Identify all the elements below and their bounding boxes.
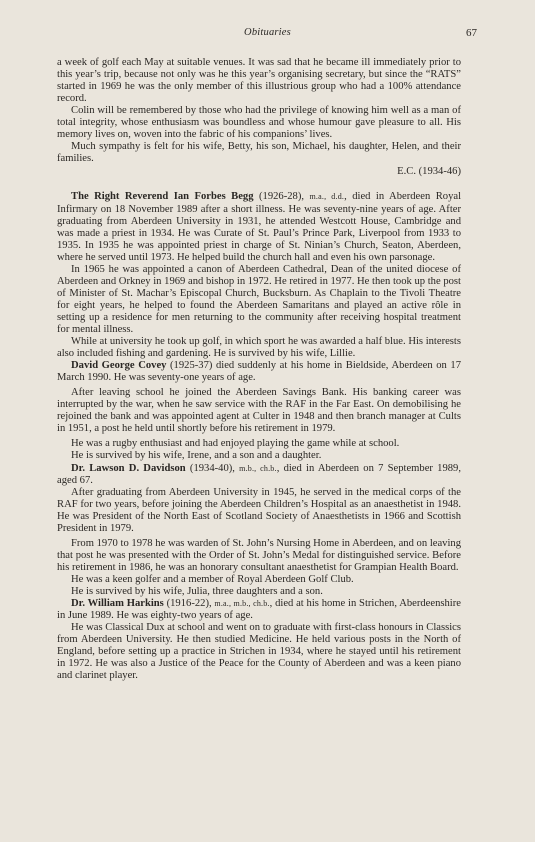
paragraph: Much sympathy is felt for his wife, Betty, his son, Michael, his daughter, Helen, and their families.: [57, 141, 461, 165]
obituary-opening: died suddenly at his home in Bieldside, Aberdeen on 17 March 1990. He was seventy-one years of age.: [57, 360, 461, 384]
deceased-name: Dr. William Harkins: [71, 598, 164, 610]
paragraph: From 1970 to 1978 he was warden of St. John’s Nursing Home in Aberdeen, and on leaving that post he was presented with the Order of St. John’s Medal for distinguished service. Before his retirement in 1986, he was an honorary consultant anaesthetist for Grampian Health Board.: [57, 537, 461, 573]
school-years: (1916-22),: [163, 598, 215, 610]
page-header: [58, 27, 477, 41]
school-years: (1926-28),: [253, 191, 310, 203]
paragraph: He was a keen golfer and a member of Royal Aberdeen Golf Club.: [71, 573, 354, 585]
page-body: [57, 57, 461, 682]
paragraph: While at university he took up golf, in which sport he was awarded a half blue. His interests also included fishing and gardening. He is survived by his wife, Lillie.: [57, 336, 461, 360]
paragraph: After leaving school he joined the Aberdeen Savings Bank. His banking career was interrupted by the war, when he saw service with the RAF in the Far East. On demobilising he rejoined the bank and was appointed agent at Culter in 1948 and then branch manager at Cults in 1951, a post he held until shortly before his retirement in 1979.: [57, 387, 461, 435]
deceased-name: David George Covey: [71, 360, 167, 372]
obituary-heading-paragraph: [57, 191, 461, 263]
deceased-name: The Right Reverend Ian Forbes Begg: [71, 191, 254, 203]
paragraph: a week of golf each May at suitable venues. It was sad that he became ill immediately prior to this year’s trip, because not only was he this year’s organising secretary, but since the “RATS” started in 1969 he was the only member of this illustrious group who had a 100% attendance record.: [57, 57, 461, 105]
school-years: (1925-37): [166, 360, 216, 372]
page-number: 67: [466, 27, 477, 39]
paragraph: He is survived by his wife, Irene, and a son and a daughter.: [71, 450, 322, 462]
paragraph: In 1965 he was appointed a canon of Aberdeen Cathedral, Dean of the united diocese of Aberdeen and Orkney in 1969 and bishop in 1972. He retired in 1977. He then took up the post of Minister of St. Machar’s Episcopal Church, Bucksburn. As Chaplain to the Tivoli Theatre for eight years, he helped to found the Aberdeen Samaritans and played an active rôle in setting up a residence for men returning to the community after receiving hospital treatment for mental illness.: [57, 263, 461, 335]
degrees: m.b., ch.b.: [239, 463, 277, 473]
obituary-opening: , died in Aberdeen Royal Infirmary on 18 November 1989 after a short illness. He was seventy-nine years of age. After graduating from Aberdeen University in 1931, he attended Westcott House, Cambridge and was made a priest in 1934. He was Curate of St. Paul’s Prince Park, Liverpool from 1933 to 1935. In 1935 he was appointed priest in charge of St. Ninian’s Church, Seaton, Aberdeen, where he served until 1973. He helped build the church hall and even his own parsonage.: [57, 191, 462, 263]
paragraph: He was Classical Dux at school and went on to graduate with first-class honours in Classics from Aberdeen University. He then studied Medicine. He held various posts in the North of England, before setting up a practice in Strichen in 1934, where he stayed until his retirement in 1972. He was also a Justice of the Peace for the County of Aberdeen and was a keen piano and clarinet player.: [57, 622, 461, 682]
obituary-heading-paragraph: [57, 598, 461, 622]
paragraph: After graduating from Aberdeen University in 1945, he served in the medical corps of the RAF for two years, before joining the Aberdeen Children’s Hospital as an anaesthetist in 1948. He was President of the North East of Scotland Society of Anaesthetists in 1966 and Scottish President in 1979.: [57, 486, 461, 534]
obituary-opening: , died in Aberdeen on 7 September 1989, aged 67.: [57, 462, 461, 486]
obituary-opening: , died at his home in Strichen, Aberdeenshire in June 1989. He was eighty-two years of age.: [57, 598, 461, 622]
school-years: (1934-40),: [185, 462, 240, 474]
degrees: m.a., d.d.: [309, 192, 345, 202]
paragraph: He was a rugby enthusiast and had enjoyed playing the game while at school.: [71, 438, 400, 450]
running-title: Obituaries: [244, 27, 291, 38]
deceased-name: Dr. Lawson D. Davidson: [71, 462, 186, 474]
obituary-heading-paragraph: [57, 360, 461, 384]
author-signature: E.C. (1934-46): [397, 166, 461, 178]
obituary-heading-paragraph: [57, 463, 461, 487]
paragraph: He is survived by his wife, Julia, three daughters and a son.: [71, 585, 323, 597]
degrees: m.a., m.b., ch.b.: [214, 599, 270, 609]
paragraph: Colin will be remembered by those who had the privilege of knowing him well as a man of total integrity, whose enthusiasm was boundless and whose humour gave pleasure to all. His memory lives on, woven into the fabric of his companions’ lives.: [57, 105, 461, 141]
